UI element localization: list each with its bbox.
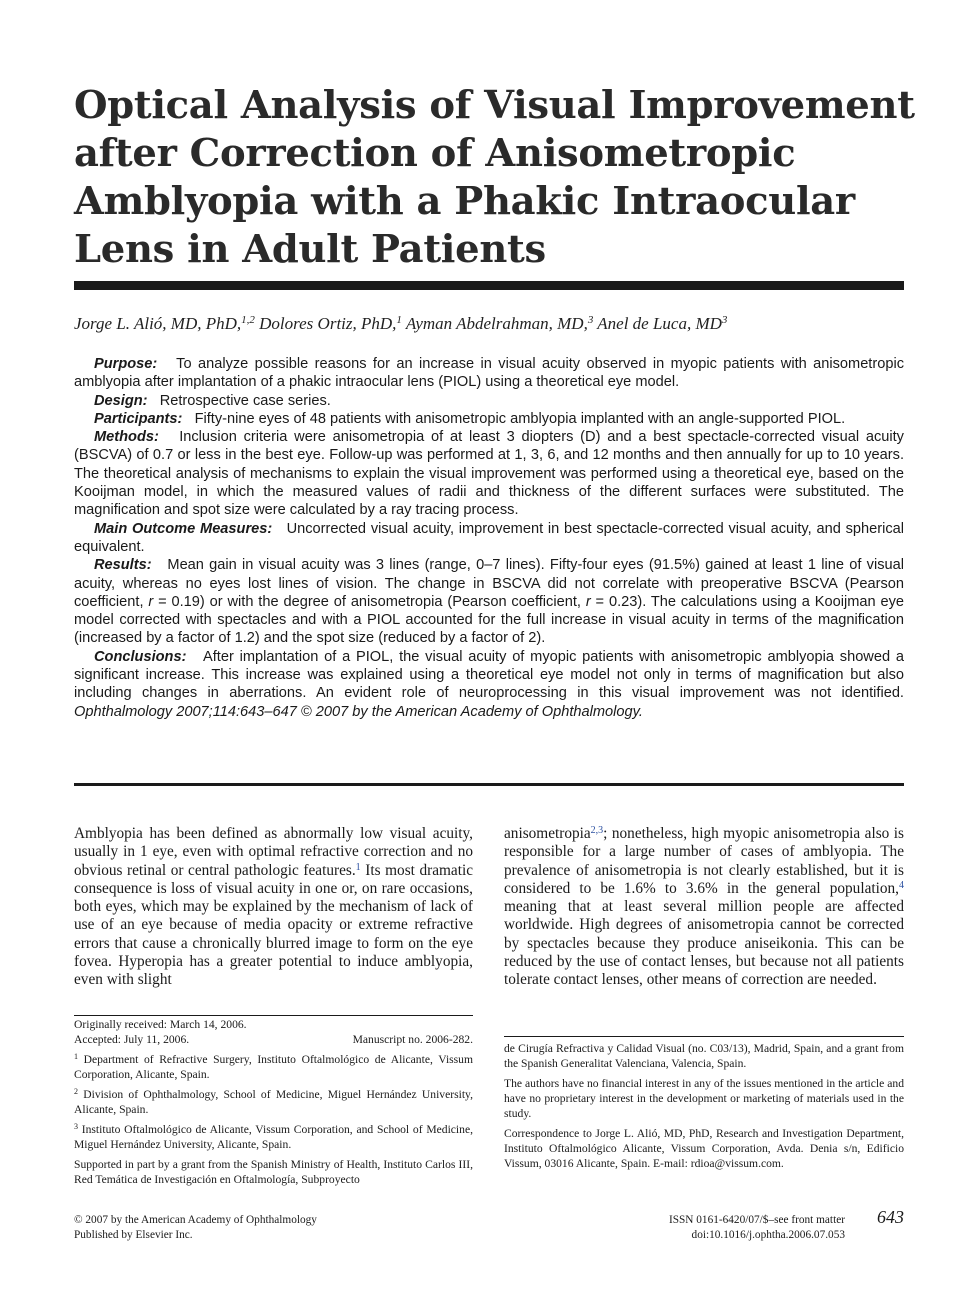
funding-note-continued: de Cirugía Refractiva y Calidad Visual (no. C03/13), Madrid, Spain, and a grant from the Spanish Generalitat Valenciana, Valencia, Spain.	[504, 1042, 904, 1070]
affiliation-mark: 3	[74, 1122, 78, 1131]
title-divider	[74, 281, 904, 290]
section-text: Mean gain in visual acuity was 3 lines (range, 0–7 lines). Fifty-four eyes (91.5%) gained at least 1 line of visual acuity, whereas no eyes lost lines of vision. The change in BSCVA did not correlate with preoperative BSCVA (Pearson coefficient,	[74, 557, 904, 610]
section-text: To analyze possible reasons for an increase in visual acuity observed in myopic patients with anisometropic amblyopia after implantation of a phakic intraocular lens (PIOL) using a theoretical eye model.	[74, 356, 904, 391]
section-text: Uncorrected visual acuity, improvement in best spectacle-corrected visual acuity, and spherical equivalent.	[74, 520, 904, 555]
affiliation-text: Division of Ophthalmology, School of Medicine, Miguel Hernández University, Alicante, Spain.	[74, 1088, 473, 1116]
abstract-participants	[74, 410, 904, 428]
footnotes-right	[504, 1041, 904, 1176]
author-name: Jorge L. Alió, MD, PhD,	[74, 314, 242, 333]
affiliation-text: Department of Refractive Surgery, Instituto Oftalmológico de Alicante, Vissum Corporation, Alicante, Spain.	[74, 1053, 473, 1081]
accepted-row	[74, 1032, 473, 1047]
accepted-date: Accepted: July 11, 2006.	[74, 1033, 190, 1046]
body-text: ; nonetheless, high myopic anisometropia also is responsible for a large number of cases of amblyopia. The prevalence of anisometropia is not clearly established, but it is considered to be 1.6% to 3.6% in the general population,	[504, 825, 904, 897]
author-name: Anel de Luca, MD	[597, 314, 722, 333]
section-label: Conclusions:	[94, 648, 187, 665]
section-label: Purpose:	[94, 356, 158, 372]
footnotes-left	[74, 1017, 473, 1192]
body-text: meaning that at least several million people are affected worldwide. High degrees of anisometropia cannot be corrected by spectacles because they produce aniseikonia. This can be reduced by the use of contact lenses, but because not all patients tolerate contact lenses, other means of correction are needed.	[504, 898, 904, 989]
affiliation-text: Instituto Oftalmológico de Alicante, Vissum Corporation, and School of Medicine, Miguel Hernández University, Alicante, Spain.	[74, 1123, 473, 1151]
author-affiliation-mark: 3	[587, 314, 594, 326]
reference-link[interactable]: 1	[355, 861, 361, 873]
affiliation-2	[74, 1087, 473, 1117]
pearson-r-symbol: r	[148, 593, 154, 610]
received-date: Originally received: March 14, 2006.	[74, 1018, 247, 1031]
section-label: Design:	[94, 392, 148, 409]
footnote-divider	[74, 1015, 473, 1016]
body-paragraph	[74, 825, 473, 990]
author-affiliation-mark: 3	[721, 314, 728, 326]
abstract-divider	[74, 783, 904, 786]
author-name: Dolores Ortiz, PhD,	[259, 314, 397, 333]
footnote-divider	[504, 1036, 904, 1037]
affiliation-1	[74, 1052, 473, 1082]
footer-left	[74, 1213, 317, 1243]
section-text: Inclusion criteria were anisometropia of at least 3 diopters (D) and a best spectacle-corrected visual acuity (BSCVA) of 0.7 or less in the best eye. Follow-up was performed at 1, 3, 6, and 12 months and then annually for up to 10 years. The theoretical analysis of mechanisms to explain the visual improvement was performed using a theoretical eye, based on the Kooijman model, in which the measured values of radii and thickness of the different surfaces were substituted. The magnification and spot size were calculated by a ray tracing process.	[74, 429, 904, 519]
author-affiliation-mark: 1	[396, 314, 402, 326]
body-column-right	[504, 825, 904, 990]
abstract-measures	[74, 520, 904, 557]
page-number: 643	[877, 1207, 904, 1227]
publisher-line: Published by Elsevier Inc.	[74, 1229, 193, 1241]
funding-note: Supported in part by a grant from the Spanish Ministry of Health, Instituto Carlos III, Red Temática de Investigación en Oftalmología, Subproyecto	[74, 1158, 473, 1186]
reference-link[interactable]: 2,3	[590, 825, 604, 836]
reference-link[interactable]: 4	[899, 879, 904, 891]
footer-right	[620, 1213, 845, 1243]
correspondence-address: Correspondence to Jorge L. Alió, MD, PhD, Research and Investigation Department, Instituto Oftalmológico Alicante, Vissum Corporation, Avda. Denia s/n, Edificio Vissum, 03016 Alicante, Spain. E-mail: rdioa@vissum.com.	[504, 1127, 904, 1170]
affiliation-mark: 2	[74, 1087, 78, 1096]
abstract-methods	[74, 428, 904, 519]
doi-line: doi:10.1016/j.ophtha.2006.07.053	[691, 1229, 845, 1241]
author-name: Ayman Abdelrahman, MD,	[405, 314, 588, 333]
copyright-line: © 2007 by the American Academy of Ophthalmology	[74, 1214, 317, 1226]
title-line: Amblyopia with a Phakic Intraocular	[74, 179, 855, 224]
affiliation-mark: 1	[74, 1052, 78, 1061]
section-label: Participants:	[94, 410, 183, 427]
title-line: Optical Analysis of Visual Improvement	[74, 83, 915, 128]
abstract-design	[74, 392, 904, 410]
body-text: Its most dramatic consequence is loss of visual acuity in one or, on rare occasions, both eyes, which may be explained by the mechanism of lack of use of an eye because of media opacity or extreme refractive errors that cause a chronically blurred image to form on the eye fovea. Hyperopia has a greater potential to induce amblyopia, even with slight	[74, 861, 473, 989]
manuscript-number: Manuscript no. 2006-282.	[352, 1033, 473, 1046]
section-text: = 0.23). The calculations using a Kooijman eye model corrected with spectacles and with a PIOL accounted for the full increase in visual acuity in terms of the magnification (increased by a factor of 1.2) and the spot size (reduced by a factor of 2).	[74, 593, 904, 647]
section-text: Fifty-nine eyes of 48 patients with anisometropic amblyopia implanted with an angle-supported PIOL.	[194, 410, 846, 427]
section-text: = 0.19) or with the degree of anisometropia (Pearson coefficient,	[153, 593, 586, 610]
abstract	[74, 355, 904, 721]
section-label: Methods:	[94, 429, 159, 446]
section-text: Retrospective case series.	[159, 392, 331, 409]
article-title	[74, 82, 914, 274]
body-text: Amblyopia has been defined as abnormally low visual acuity, usually in 1 eye, even with optimal refractive correction and no obvious retinal or central pathologic features.	[74, 825, 473, 879]
pearson-r-symbol: r	[585, 593, 591, 610]
abstract-purpose	[74, 355, 904, 392]
title-line: Lens in Adult Patients	[74, 227, 546, 272]
affiliation-3	[74, 1122, 473, 1152]
section-label: Main Outcome Measures:	[94, 520, 273, 537]
section-text: After implantation of a PIOL, the visual acuity of myopic patients with anisometropic amblyopia showed a significant increase. This increase was explained using a theoretical eye model not only in terms of magnification but also including changes in aberrations. An evident role of neuroprocessing in this visual improvement was not identified.	[74, 648, 904, 702]
author-list	[74, 312, 904, 336]
issn-line: ISSN 0161-6420/07/$–see front matter	[668, 1214, 845, 1226]
abstract-results	[74, 556, 904, 647]
conflict-of-interest: The authors have no financial interest in any of the issues mentioned in the article and have no proprietary interest in the development or marketing of materials used in the study.	[504, 1077, 904, 1120]
body-text: anisometropia	[504, 825, 591, 842]
section-label: Results:	[94, 557, 152, 574]
abstract-conclusions	[74, 648, 904, 721]
journal-citation: Ophthalmology 2007;114:643–647 © 2007 by the American Academy of Ophthalmology.	[74, 703, 643, 720]
author-affiliation-mark: 1,2	[241, 314, 255, 326]
body-paragraph	[504, 825, 904, 990]
body-column-left	[74, 825, 473, 990]
title-line: after Correction of Anisometropic	[74, 131, 796, 176]
